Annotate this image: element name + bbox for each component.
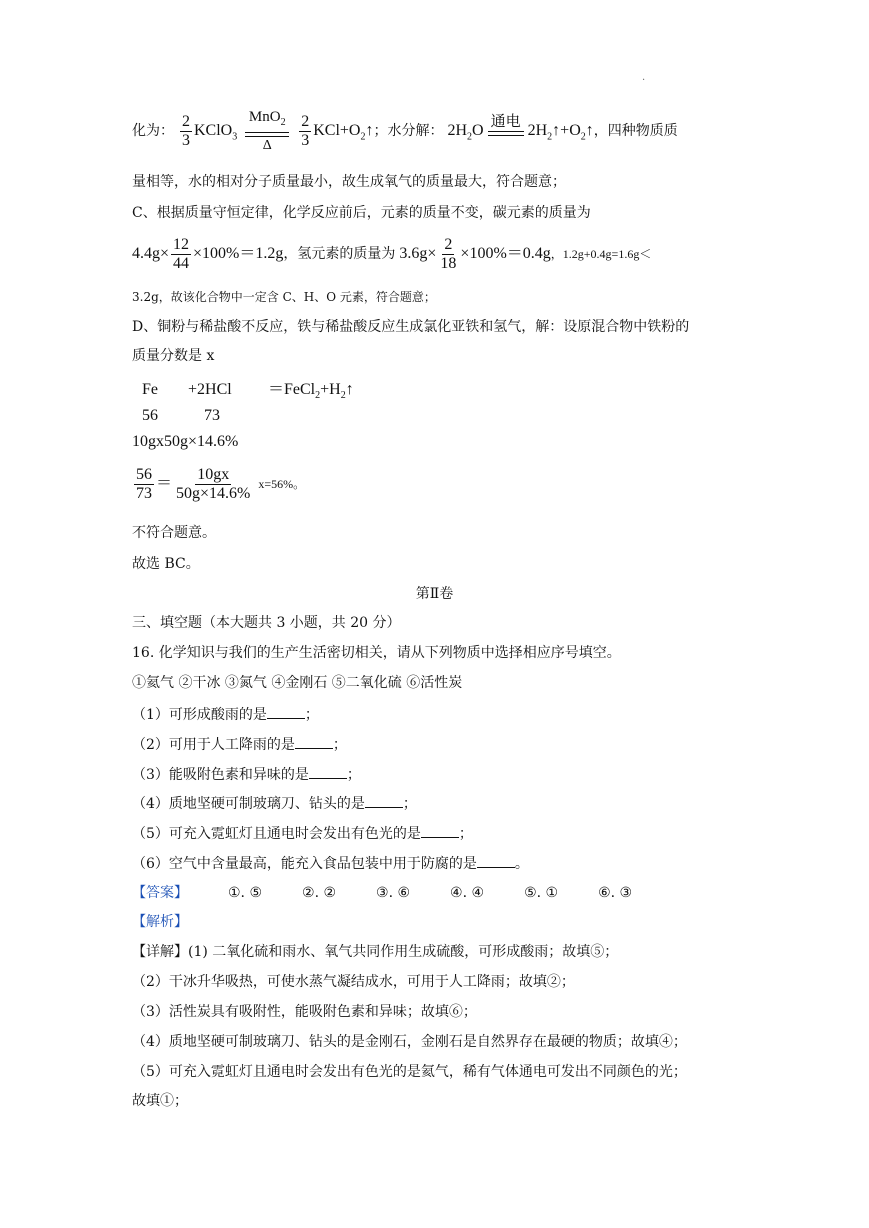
sub-question: （5）可充入霓虹灯且通电时会发出有色光的是 ； (132, 823, 473, 844)
part-heading: 三、填空题（本大题共 3 小题，共 20 分） (132, 615, 401, 631)
detail-line: 故填①； (132, 1093, 188, 1109)
answer-blank[interactable] (295, 734, 333, 749)
sub-question: （4）质地坚硬可制玻璃刀、钻头的是 ； (132, 793, 417, 814)
reaction-equation: $Fe +2HCl =FeCl_2+H_2↑$ (142, 381, 354, 402)
sub-question: （3）能吸附色素和异味的是 ； (132, 764, 361, 785)
answer-blank[interactable] (267, 704, 305, 719)
sub-question: （2）可用于人工降雨的是 ； (132, 734, 347, 755)
reaction-condition-electrolysis: 通电 (488, 113, 524, 136)
text-line: 质量分数是 x (132, 348, 215, 364)
text-line: 故选 BC。 (132, 556, 200, 572)
answer-blank[interactable] (309, 764, 347, 779)
text-line: 3.2g，故该化合物中一定含 C、H、O 元素，符合题意； (132, 290, 436, 304)
equation-kclo3-decomposition: 化为： $\frac{2}{3}$ KClO$_3$ MnO$_2$ Δ $\frac{2}{3}$ $KCl+O_2↑$；水分解： $2H_2O$ 通电 $2H_2↑+O_2↑$，四种物质质 (132, 109, 678, 153)
detail-label: 【详解】 (132, 944, 188, 960)
reaction-condition-mno2: MnO$_2$ Δ (245, 108, 289, 155)
text-line: C、根据质量守恒定律，化学反应前后，元素的质量不变，碳元素的质量为 (132, 205, 591, 221)
detail-line: （2）干冰升华吸热，可使水蒸气凝结成水，可用于人工降雨；故填②； (132, 974, 575, 990)
detail-line: （3）活性炭具有吸附性，能吸附色素和异味；故填⑥； (132, 1004, 477, 1020)
detail-line: （5）可充入霓虹灯且通电时会发出有色光的是氦气，稀有气体通电可发出不同颜色的光； (132, 1064, 687, 1080)
sub-question: （1）可形成酸雨的是 ； (132, 704, 319, 725)
answer-label: 【答案】 (132, 885, 188, 901)
text-line: D、铜粉与稀盐酸不反应，铁与稀盐酸反应生成氯化亚铁和氢气，解：设原混合物中铁粉的 (132, 319, 690, 335)
ratio-equation: $\frac{56}{73}$ ＝ $\frac{10gx}{50g\times 14.6\%}$ x=56%。 (136, 466, 306, 502)
fraction-two-thirds-b: $\frac{2}{3}$ (301, 113, 310, 149)
answer-blank[interactable] (477, 853, 515, 868)
detail-line: 【详解】(1) 二氧化硫和雨水、氧气共同作用生成硫酸，可形成酸雨；故填⑤； (132, 944, 619, 960)
eq1-prefix: 化为： (132, 124, 174, 140)
sub-question: （6）空气中含量最高，能充入食品包装中用于防腐的是 。 (132, 853, 529, 874)
page-marker: . (642, 72, 646, 83)
section-title: 第Ⅱ卷 (415, 586, 454, 602)
text-line: 量相等，水的相对分子质量最小，故生成氧气的质量最大，符合题意； (132, 174, 566, 190)
analysis-label: 【解析】 (132, 914, 188, 930)
question-stem: 16. 化学知识与我们的生产生活密切相关，请从下列物质中选择相应序号填空。 (132, 645, 621, 661)
options-list: ①氦气 ②干冰 ③氮气 ④金刚石 ⑤二氧化硫 ⑥活性炭 (132, 675, 463, 691)
answer-blank[interactable] (365, 793, 403, 808)
detail-line: （4）质地坚硬可制玻璃刀、钻头的是金刚石，金刚石是自然界存在最硬的物质；故填④； (132, 1034, 687, 1050)
fraction-two-thirds: $\frac{2}{3}$ (182, 113, 190, 149)
equation-element-mass: 4.4g× $\frac{12}{44}$ ×100%＝1.2g，氢元素的质量为 3.6g× $\frac{2}{18}$ ×100%＝0.4g，1.2g+0.4g=1.6g＜ (132, 236, 652, 272)
answer-line: 【答案】 ①. ⑤ ②. ② ③. ⑥ ④. ④ ⑤. ① ⑥. ③ (132, 885, 633, 901)
mass-values: 10gx50g×14.6% (132, 433, 239, 450)
text-line: 不符合题意。 (132, 525, 216, 541)
answer-blank[interactable] (421, 823, 459, 838)
molar-masses: 56 73 (142, 407, 220, 424)
